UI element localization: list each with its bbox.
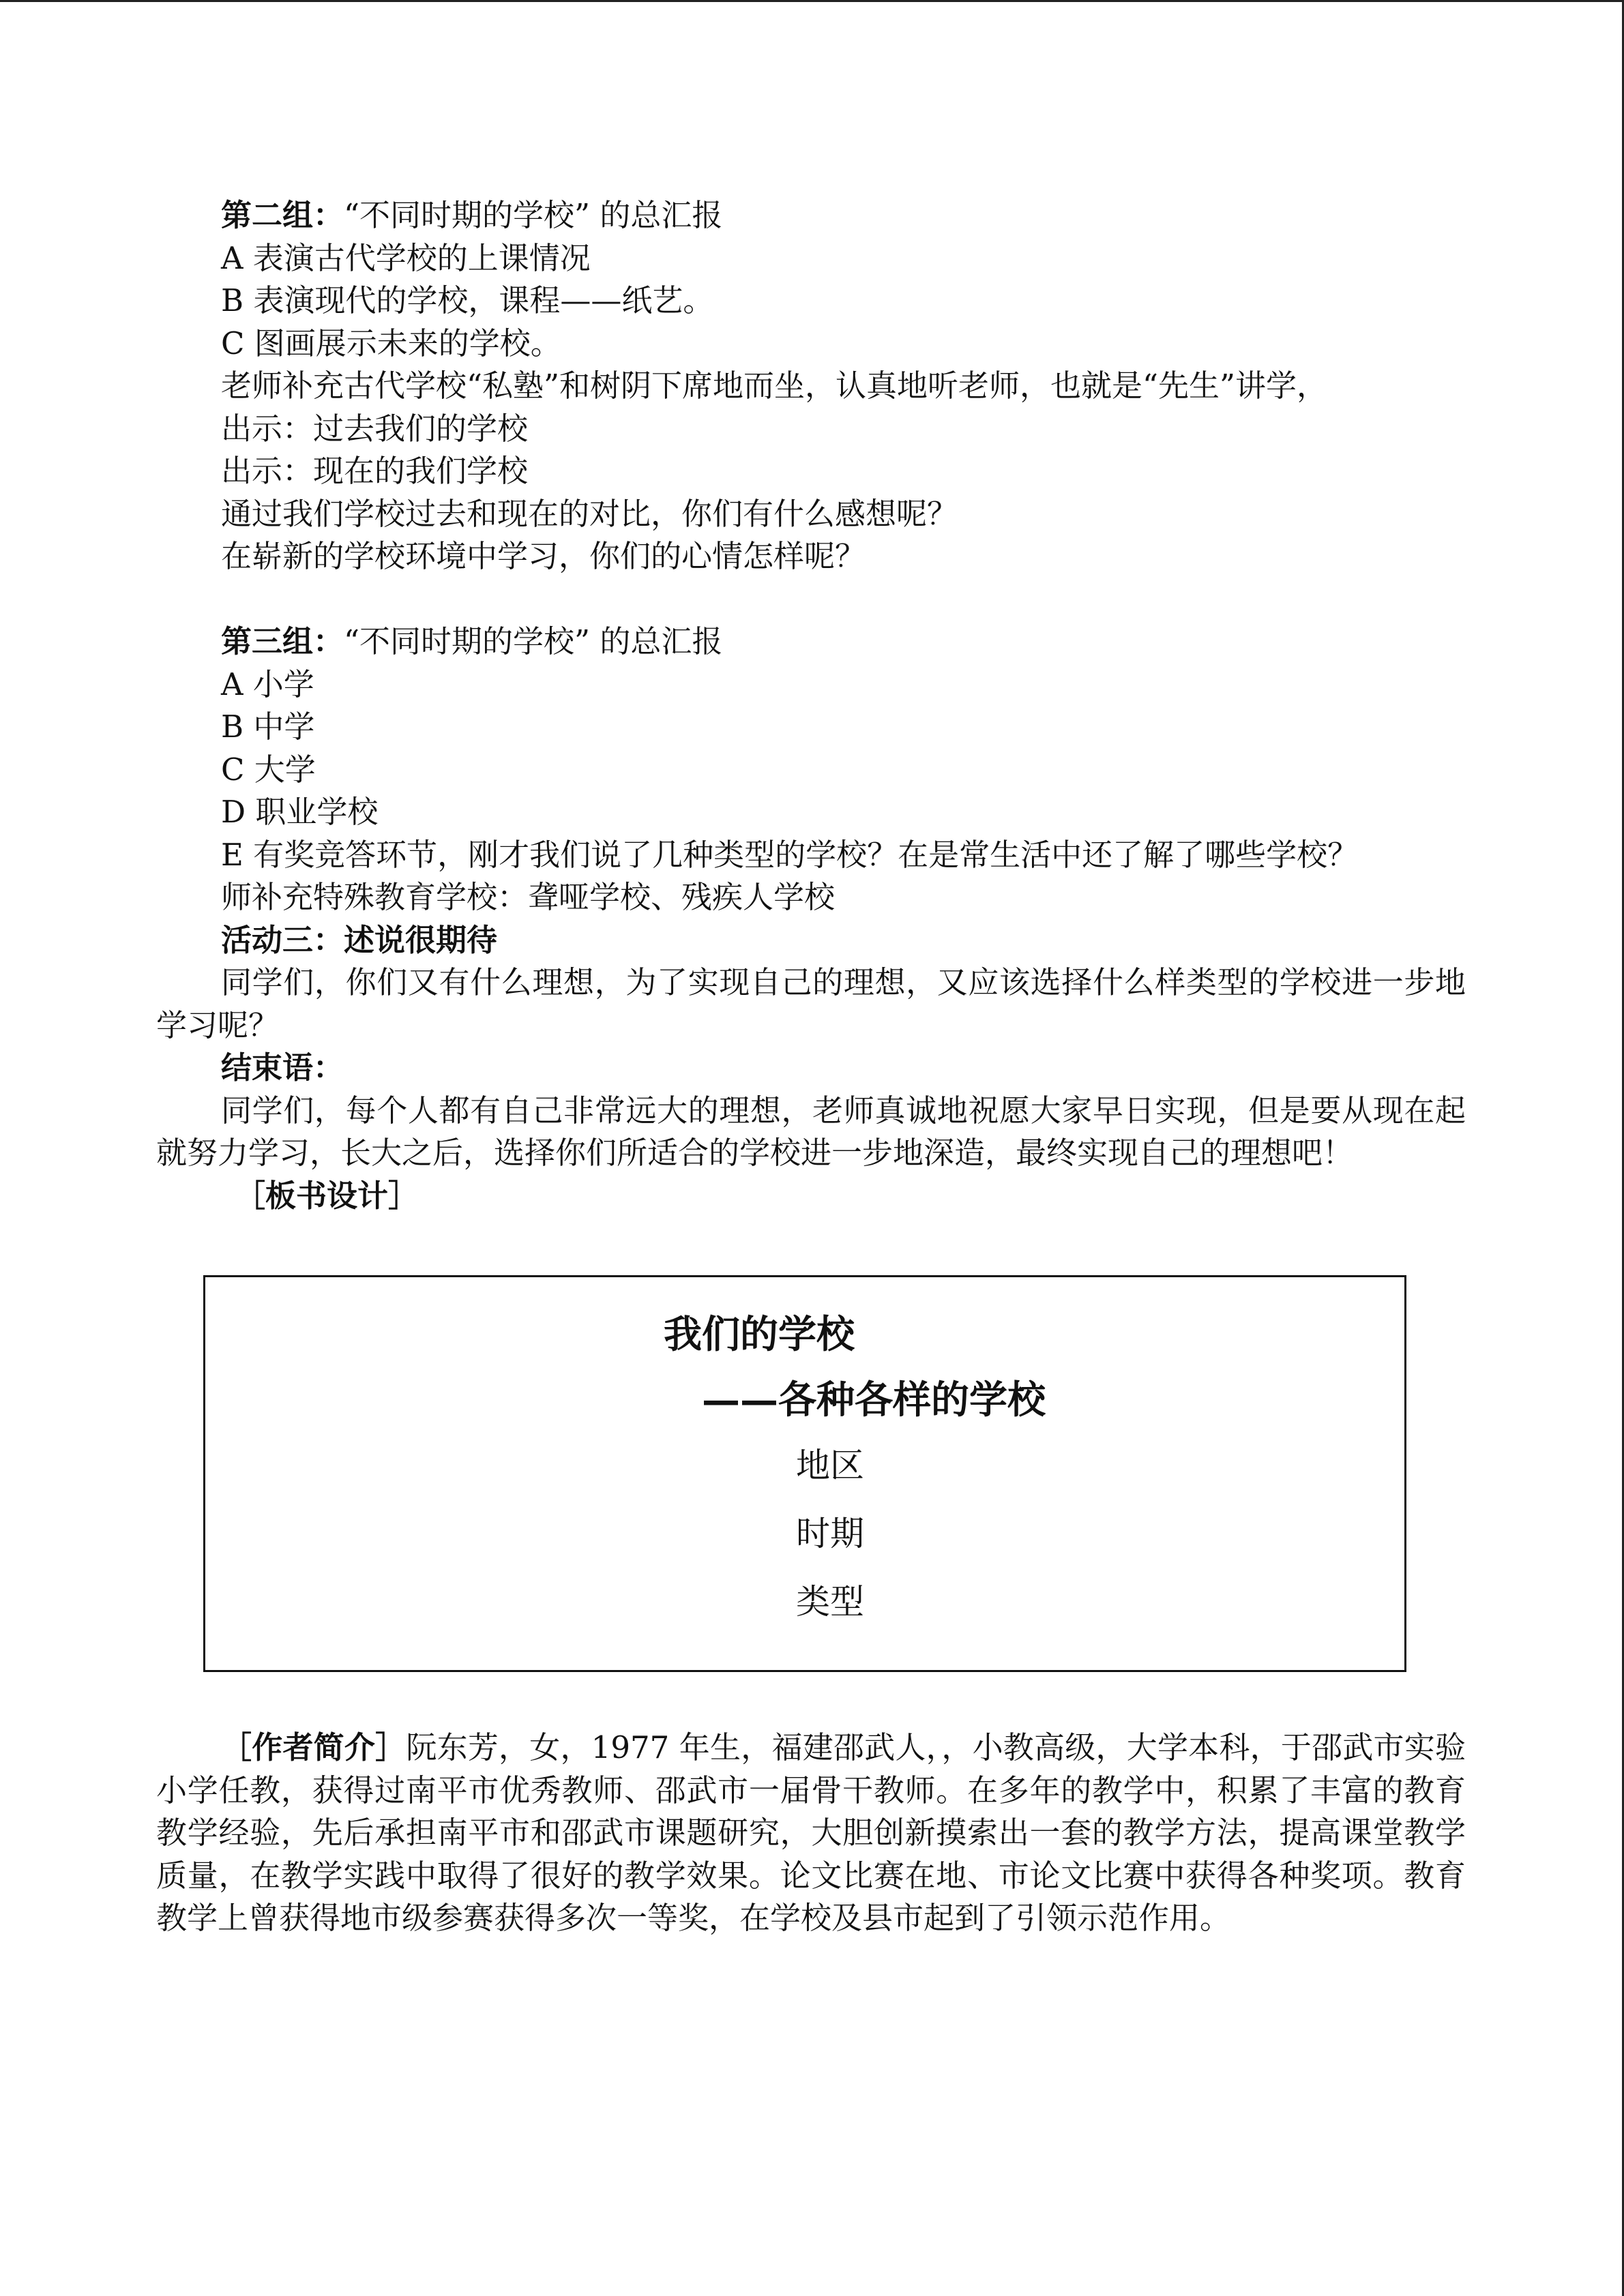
group2-line: B 表演现代的学校，课程——纸艺。: [221, 282, 714, 318]
closing-paragraph: 同学们，每个人都有自己非常远大的理想，老师真诚地祝愿大家早日实现，但是要从现在起就努力学习，长大之后，选择你们所适合的学校进一步地深造，最终实现自己的理想吧！: [156, 1092, 1466, 1171]
activity3-paragraph: 同学们，你们又有什么理想，为了实现自己的理想，又应该选择什么样类型的学校进一步地学习呢？: [156, 964, 1466, 1043]
board-design-label: ［板书设计］: [235, 1177, 419, 1214]
group2-heading: [156, 194, 1466, 237]
group2-line: 老师补充古代学校“私塾”和树阴下席地而坐，认真地听老师，也就是“先生”讲学，: [221, 368, 1328, 404]
author-paragraph: [156, 1727, 1466, 1940]
group2-heading-rest: “不同时期的学校” 的总汇报: [344, 197, 723, 233]
board-item-type: 类型: [796, 1582, 864, 1622]
group3-line: 师补充特殊教育学校：聋哑学校、残疾人学校: [221, 879, 836, 915]
board-design-box: [203, 1275, 1406, 1672]
group3-line: E 有奖竞答环节，刚才我们说了几种类型的学校？在是常生活中还了解了哪些学校？: [221, 836, 1359, 873]
group2-line: A 表演古代学校的上课情况: [221, 239, 591, 276]
document-body: [156, 194, 1466, 1217]
group3-line: C 大学: [221, 751, 316, 788]
group3-line: A 小学: [221, 666, 314, 702]
group2-line: C 图画展示未来的学校。: [221, 325, 561, 361]
group3-heading-prefix: 第三组：: [221, 623, 344, 659]
board-item-region: 地区: [796, 1446, 864, 1485]
board-title: 我们的学校: [664, 1312, 855, 1357]
author-text: 阮东芳，女，1977 年生，福建邵武人，，小教高级，大学本科，于邵武市实验小学任教，获得过南平市优秀教师、邵武市一届骨干教师。在多年的教学中，积累了丰富的教育教学经验，先后承担南平市和邵武市课题研究，大胆创新摸索出一套的教学方法，提高课堂教学质量，在教学实践中取得了很好的教学效果。论文比赛在地、市论文比赛中获得各种奖项。教育教学上曾获得地市级参赛获得多次一等奖，在学校及县市起到了引领示范作用。: [156, 1729, 1466, 1936]
board-item-period: 时期: [796, 1514, 864, 1553]
author-label: ［作者简介］: [221, 1729, 407, 1765]
group2-heading-prefix: 第二组：: [221, 197, 344, 233]
author-bio: [156, 1727, 1466, 1940]
board-subtitle: ——各种各样的学校: [702, 1377, 1046, 1422]
group2-line: 通过我们学校过去和现在的对比，你们有什么感想呢？: [221, 495, 958, 532]
page-border-top: [0, 0, 1624, 2]
group2-line: 在崭新的学校环境中学习，你们的心情怎样呢？: [221, 538, 866, 574]
activity3-heading: 活动三：述说很期待: [221, 921, 498, 958]
group3-heading: [156, 621, 1466, 664]
closing-heading: 结束语：: [221, 1049, 344, 1086]
group3-heading-rest: “不同时期的学校” 的总汇报: [344, 623, 723, 659]
group2-line: 出示：现在的我们学校: [221, 453, 529, 489]
group2-line: 出示：过去我们的学校: [221, 410, 529, 447]
group3-line: D 职业学校: [221, 794, 379, 830]
group3-line: B 中学: [221, 709, 315, 745]
spacer: [156, 578, 1466, 621]
